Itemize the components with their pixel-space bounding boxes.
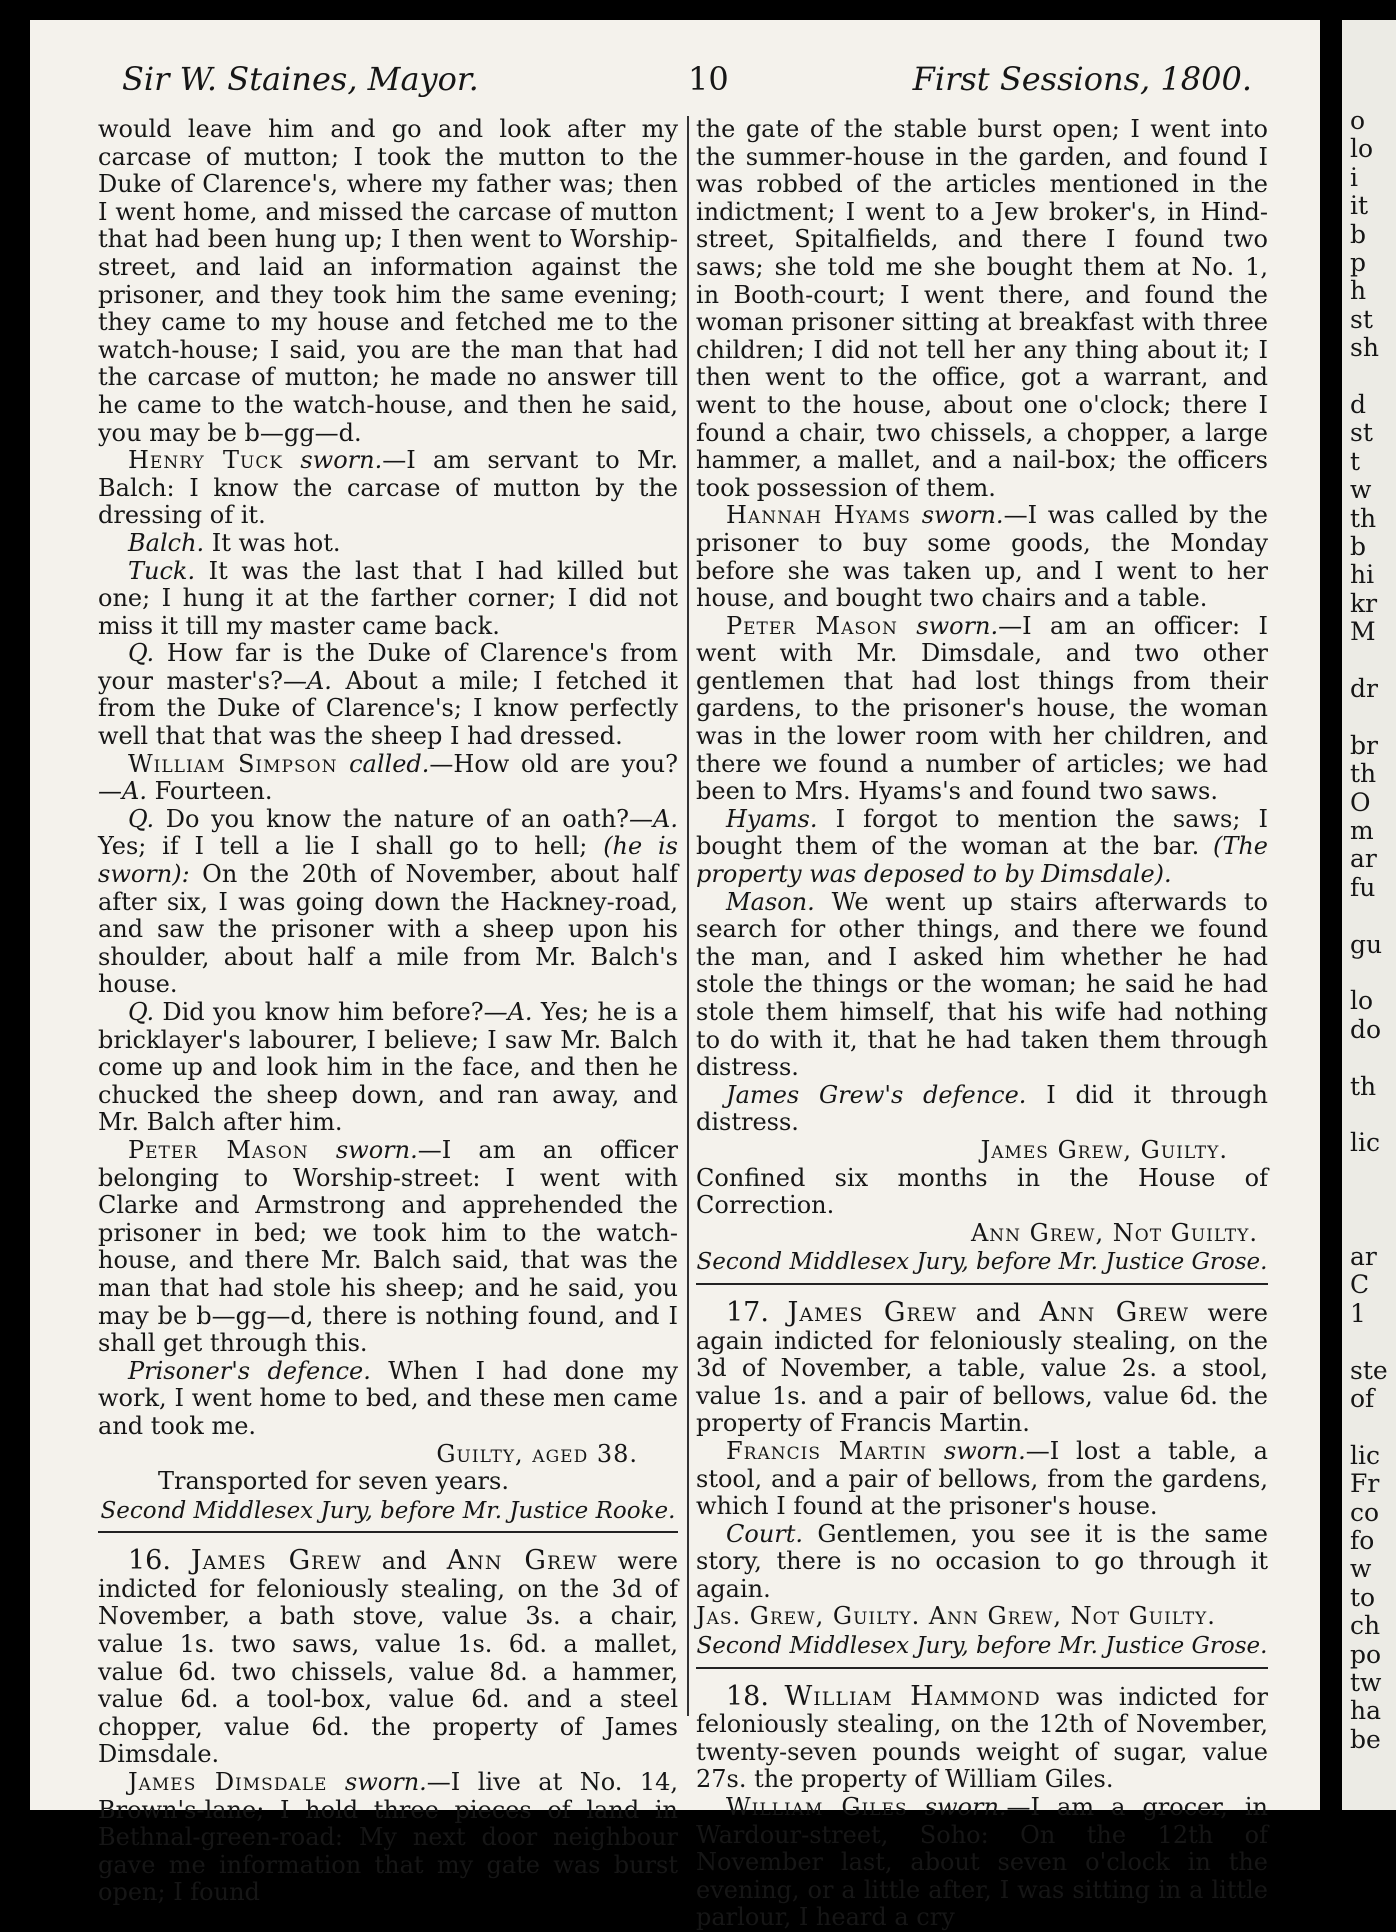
- court-text: Gentlemen, you see it is the same story, there is no occasion to go through it again.: [696, 1519, 1268, 1603]
- edge-fragment: lic: [1350, 1128, 1380, 1158]
- testimony-francis-martin: [696, 1438, 1268, 1521]
- called-label: called.: [349, 749, 430, 778]
- speaker-label: Mason.: [726, 887, 815, 916]
- question-text: How far is the Duke of Clarence's from your master's?: [98, 639, 678, 695]
- case-number: 18.: [726, 1680, 769, 1712]
- speaker-label: Hyams.: [726, 804, 818, 833]
- sworn-label: sworn.: [943, 1436, 1026, 1465]
- testimony-peter-mason: [98, 1137, 678, 1358]
- defence-text: When I had done my work, I went home to bed, and these men came and took me.: [98, 1356, 679, 1440]
- page-header: [122, 60, 1252, 110]
- edge-fragment: st: [1350, 418, 1373, 448]
- exchange-text: It was hot.: [211, 528, 341, 557]
- answer-text-cont: On the 20th of November, about half after six, I was going down the Hackney-road, and saw the prisoner with a sheep upon his shoulder, about half a mile from Mr. Balch's house.: [98, 860, 678, 999]
- edge-fragment: fo: [1350, 1526, 1375, 1555]
- continued-testimony: the gate of the stable burst open; I went into the summer-house in the garden, and found I was robbed of the articles mentioned in the indictment; I went to a Jew broker's, in Hind-street, Spitalfields, and there I found two saws; she told me she bought them at No. 1, in Booth-court; I went there, and found the woman prisoner sitting at breakfast with three children; I did not tell her any thing about it; I then went to the office, got a warrant, and went to the house, about one o'clock; there I found a chair, two chissels, a chopper, a large hammer, a mallet, and a nail-box; the officers took possession of them.: [696, 115, 1268, 502]
- question-label: Q.: [128, 639, 155, 668]
- edge-fragment: o: [1350, 106, 1366, 135]
- question-label: Q.: [128, 998, 155, 1026]
- witness-name: William Simpson: [128, 749, 338, 778]
- exchange-text: It was the last that I had killed but one; I hung it at the farther corner; I did not miss it till my master came back.: [98, 556, 678, 640]
- sworn-label: sworn.: [924, 1793, 1007, 1822]
- defendant-name: Ann Grew: [446, 1545, 598, 1577]
- edge-fragment: th: [1350, 503, 1377, 533]
- testimony-james-dimsdale: [98, 1769, 678, 1907]
- edge-fragment: ar: [1350, 1242, 1377, 1271]
- edge-fragment: gu: [1350, 929, 1383, 959]
- sworn-label: sworn.: [921, 501, 1004, 530]
- conjunction: and: [381, 1547, 427, 1576]
- witness-name: Francis Martin: [726, 1436, 928, 1465]
- section-rule: [98, 1531, 678, 1533]
- case-17-title: [696, 1296, 1268, 1438]
- edge-fragment: p: [1350, 248, 1367, 277]
- edge-fragment: d: [1350, 390, 1367, 419]
- edge-fragment: C: [1350, 1270, 1370, 1300]
- edge-fragment: lo: [1350, 986, 1374, 1016]
- edge-fragment: h: [1350, 276, 1367, 306]
- section-rule: [696, 1667, 1268, 1669]
- testimony-text: —I live at No. 14, Brown's-lane; I hold three pieces of land in Bethnal-green-road: My next door neighbour gave me information that my gate was burst open; I found: [98, 1768, 678, 1907]
- indictment-text: were indicted for feloniously stealing, on the 3d of November, a bath stove, value 3s. a chair, value 1s. two saws, value 1s. 6d. a mallet, value 6d. two chissels, value 8d. a hammer, value 6d. a tool-box, value 6d. and a steel chopper, value 6d. the property of James Dimsdale.: [98, 1547, 678, 1769]
- edge-fragment: to: [1350, 1582, 1376, 1612]
- testimony-text: —I am a grocer, in Wardour-street, Soho: On the 12th of November last, about seven o'clock in the evening, or a little after, I was sitting in a little parlour, I heard a cry: [696, 1793, 1268, 1932]
- witness-name: William Giles: [726, 1793, 908, 1822]
- exchange-hyams: [696, 806, 1268, 889]
- question-3: [98, 999, 678, 1137]
- indictment-text: were again indicted for feloniously stealing, on the 3d of November, a table, value 2s. a stool, value 1s. and a pair of bellows, value 6d. the property of Francis Martin.: [696, 1298, 1268, 1438]
- jury-line: Second Middlesex Jury, before Mr. Justice Grose.: [696, 1633, 1268, 1660]
- edge-fragment: it: [1350, 191, 1369, 221]
- testimony-text: —I am an officer belonging to Worship-street: I went with Clarke and Armstrong and apprehended the prisoner in bed; we took him to the watch-house, and there Mr. Balch said, that was the man that had stole his sheep; and he said, you may be b—gg—d, there is nothing found, and I shall get through this.: [98, 1135, 678, 1358]
- testimony-text: —I lost a table, a stool, and a pair of bellows, from the gardens, which I found at the prisoner's house.: [696, 1436, 1268, 1521]
- witness-name: Peter Mason: [128, 1135, 309, 1164]
- header-mayor: Sir W. Staines, Mayor.: [122, 60, 479, 98]
- question-2: [98, 806, 678, 999]
- edge-fragment: tw: [1350, 1668, 1382, 1697]
- testimony-text: —I am servant to Mr. Balch: I know the carcase of mutton by the dressing of it.: [98, 446, 678, 530]
- edge-fragment: ch: [1350, 1611, 1381, 1641]
- testimony-text: —How old are you?: [429, 749, 678, 778]
- right-column: [696, 115, 1269, 1932]
- sworn-label: sworn.: [344, 1768, 427, 1797]
- testimony-william-simpson: [98, 751, 678, 806]
- sentence: Confined six months in the House of Correction.: [696, 1163, 1268, 1220]
- adjacent-page-edge: [1342, 20, 1396, 1810]
- edge-fragment: w: [1350, 475, 1372, 505]
- edge-fragment: m: [1350, 816, 1374, 845]
- testimony-peter-mason: [696, 613, 1268, 806]
- case-16-title: [98, 1547, 678, 1769]
- sworn-label: sworn.: [916, 611, 999, 640]
- speaker-label: Tuck.: [128, 556, 196, 585]
- edge-fragment: 1: [1350, 1298, 1366, 1328]
- testimony-hannah-hyams: [696, 502, 1268, 612]
- edge-fragment: sh: [1350, 333, 1379, 363]
- edge-fragment: ar: [1350, 844, 1377, 874]
- witness-name: James Dimsdale: [128, 1768, 328, 1797]
- answer-label: —A.: [629, 804, 678, 833]
- edge-fragment: co: [1350, 1497, 1380, 1527]
- edge-fragment: th: [1350, 1071, 1377, 1101]
- defence-text: I did it through distress.: [696, 1080, 1269, 1137]
- sworn-note: (he is sworn):: [98, 832, 679, 889]
- edge-fragment: dr: [1350, 674, 1378, 703]
- court-remark: [696, 1521, 1268, 1604]
- case-number: 16.: [128, 1545, 171, 1577]
- question-label: Q.: [128, 804, 155, 833]
- answer-text: About a mile; I fetched it from the Duke of Clarence's; I know perfectly well that that was the sheep I had dressed.: [98, 666, 678, 751]
- edge-fragment: t: [1350, 446, 1361, 476]
- verdict: Guilty, aged 38.: [436, 1439, 638, 1468]
- grew-defence: [696, 1082, 1268, 1137]
- answer-text: Yes; he is a bricklayer's labourer, I believe; I saw Mr. Balch come up and look him in the face, and then he chucked the sheep down, and ran away, and Mr. Balch after him.: [98, 998, 678, 1137]
- page-number: 10: [688, 60, 729, 98]
- edge-fragment: do: [1350, 1014, 1382, 1044]
- question-1: [98, 640, 678, 750]
- answer-text: Yes; if I tell a lie I shall go to hell;: [98, 832, 588, 861]
- column-divider: [687, 116, 689, 1716]
- edge-fragment: w: [1350, 1554, 1372, 1584]
- jury-line: Second Middlesex Jury, before Mr. Justice Rooke.: [100, 1497, 676, 1524]
- speaker-label: Court.: [726, 1519, 804, 1548]
- document-page: [30, 20, 1320, 1932]
- edge-fragment: fu: [1350, 872, 1376, 902]
- defendant-name: James Grew: [787, 1296, 958, 1328]
- edge-fragment: po: [1350, 1639, 1382, 1669]
- verdict-case-17: Jas. Grew, Guilty. Ann Grew, Not Guilty.: [696, 1602, 1216, 1631]
- prisoner-defence: [98, 1358, 678, 1441]
- defendant-name: Ann Grew: [1039, 1296, 1189, 1328]
- answer-label: —A.: [483, 998, 533, 1026]
- testimony-henry-tuck: [98, 447, 678, 530]
- jury-line: Second Middlesex Jury, before Mr. Justice Grose.: [696, 1249, 1268, 1276]
- conjunction: and: [975, 1298, 1021, 1327]
- witness-name: Henry Tuck: [128, 446, 284, 475]
- edge-fragment: ha: [1350, 1696, 1382, 1726]
- testimony-text: —I am an officer: I went with Mr. Dimsdale, and two other gentlemen that had lost things from their gardens, to the prisoner's house, the woman was in the lower room with her children, and there we found a number of articles; we had been to Mrs. Hyams's and found two saws.: [696, 611, 1268, 806]
- indictment-text: was indicted for feloniously stealing, on the 12th of November, twenty-seven pounds weight of sugar, value 27s. the property of William Giles.: [696, 1682, 1268, 1794]
- verdict-ann-grew: Ann Grew, Not Guilty.: [970, 1218, 1258, 1247]
- edge-fragment: Fr: [1350, 1469, 1380, 1499]
- testimony-william-giles: [696, 1794, 1268, 1932]
- testimony-text: —I was called by the prisoner to buy some goods, the Monday before she was taken up, and I went to her house, and bought two chairs and a table.: [696, 501, 1268, 613]
- defendant-name: William Hammond: [784, 1680, 1041, 1712]
- edge-fragment: lo: [1350, 134, 1374, 164]
- speaker-label: Balch.: [128, 528, 205, 557]
- edge-fragment: lic: [1350, 1440, 1380, 1470]
- question-text: Do you know the nature of an oath?: [165, 804, 630, 833]
- edge-fragment: b: [1350, 219, 1367, 249]
- sworn-label: sworn.: [335, 1135, 418, 1164]
- section-rule: [696, 1283, 1268, 1285]
- edge-fragment: hi: [1350, 560, 1375, 590]
- verdict-james-grew: James Grew, Guilty.: [980, 1135, 1228, 1164]
- edge-fragment: M: [1350, 617, 1376, 647]
- exchange-text: I forgot to mention the saws; I bought them of the woman at the bar.: [696, 804, 1268, 861]
- edge-fragment: O: [1350, 787, 1371, 817]
- exchange-balch: [98, 530, 678, 558]
- case-number: 17.: [726, 1296, 769, 1328]
- property-note: (The property was deposed to by Dimsdale).: [696, 832, 1268, 889]
- sentence: Transported for seven years.: [158, 1467, 509, 1496]
- answer-label: —A.: [282, 666, 332, 695]
- defendant-name: James Grew: [190, 1545, 362, 1577]
- edge-fragment: th: [1350, 759, 1377, 789]
- edge-fragment: kr: [1350, 588, 1378, 618]
- answer-label: —A.: [98, 777, 147, 806]
- continued-testimony: would leave him and go and look after my carcase of mutton; I took the mutton to the Duke of Clarence's, where my father was; then I went home, and missed the carcase of mutton that had been hung up; I then went to Worship-street, and laid an information against the prisoner, and they took him the same evening; they came to my house and fetched me to the watch-house; I said, you are the man that had the carcase of mutton; he made no answer till he came to the watch-house, and then he said, you may be b—gg—d.: [98, 115, 678, 447]
- edge-fragment: b: [1350, 532, 1367, 561]
- edge-fragment: st: [1350, 304, 1373, 334]
- case-18-title: [696, 1680, 1268, 1794]
- exchange-text: We went up stairs afterwards to search for other things, and there we found the man, and I asked him whether he had stole the things or the woman; he said he had stole them himself, that his wife had nothing to do with it, that he had taken them through distress.: [696, 887, 1268, 1082]
- witness-name: Peter Mason: [726, 611, 898, 640]
- witness-name: Hannah Hyams: [726, 501, 911, 530]
- exchange-tuck: [98, 558, 678, 641]
- edge-fragment: ste: [1350, 1355, 1388, 1385]
- sworn-label: sworn.: [300, 446, 383, 475]
- header-sessions: First Sessions, 1800.: [912, 60, 1252, 98]
- defence-label: Prisoner's defence.: [128, 1356, 371, 1385]
- answer-text: Fourteen.: [154, 777, 273, 806]
- edge-fragment: be: [1350, 1724, 1381, 1754]
- defence-label: James Grew's defence.: [726, 1080, 1027, 1109]
- edge-fragment: i: [1350, 162, 1358, 192]
- left-column: [98, 115, 679, 1907]
- edge-fragment: of: [1350, 1384, 1375, 1413]
- edge-fragment: br: [1350, 730, 1378, 760]
- question-text: Did you know him before?: [162, 998, 484, 1026]
- exchange-mason: [696, 889, 1268, 1082]
